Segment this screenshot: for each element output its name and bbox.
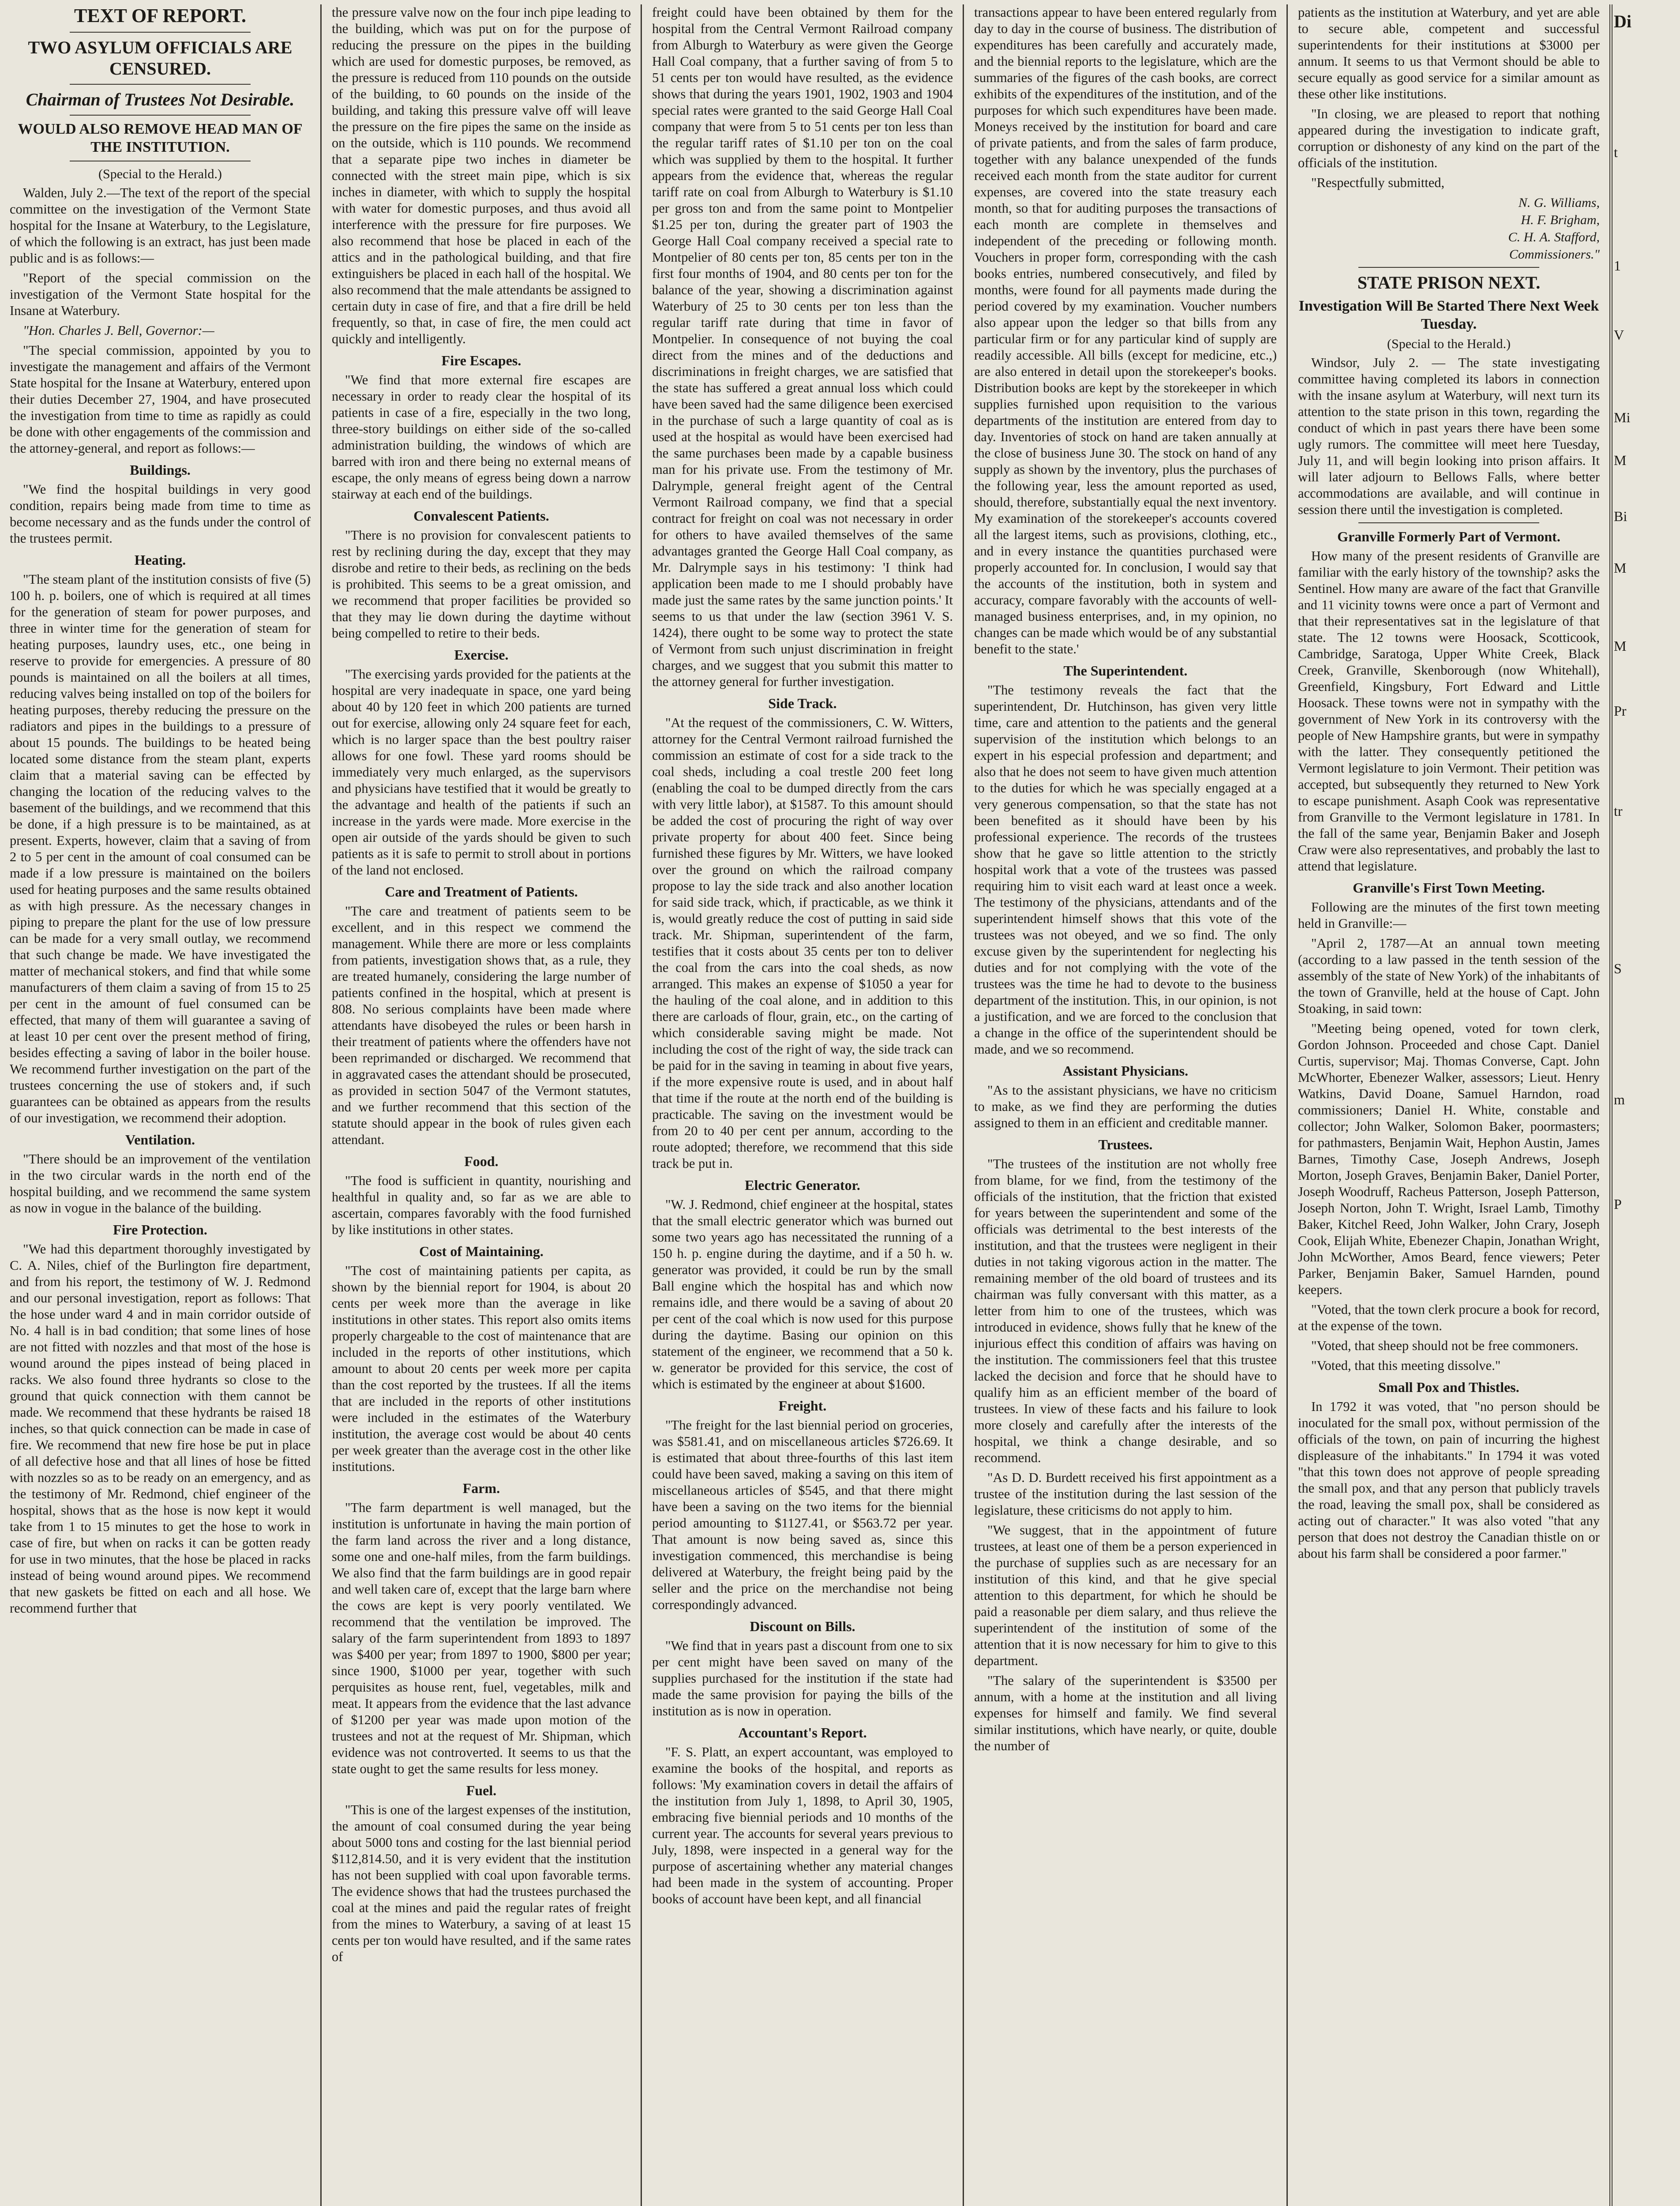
section-heading: Heating. bbox=[134, 552, 186, 568]
section-heading: Granville Formerly Part of Vermont. bbox=[1337, 529, 1560, 544]
paragraph: "In closing, we are pleased to report that nothing appeared during the investigation to indicate graft, corruption or dishonesty of any kind on the part of the officials of the institution. bbox=[1298, 106, 1600, 170]
divider bbox=[70, 84, 250, 85]
section-heading: Assistant Physicians. bbox=[1062, 1063, 1189, 1079]
paragraph: "This is one of the largest expenses of the institution, the amount of coal consumed during the year being about 5000 tons and costing for the last biennial period $112,814.50, and it is very evident that the institution has not been supplied with coal upon favorable terms. The evidence shows that had the trustees purchased the coal at the mines and paid the regular rates of freight from the mines to Waterbury, a saving of at least 15 cents per ton would have resulted, and if the same rates of bbox=[332, 1802, 631, 1964]
section-heading: Discount on Bills. bbox=[750, 1618, 855, 1634]
section-heading: Fire Protection. bbox=[113, 1222, 207, 1238]
paragraph: "At the request of the commissioners, C. W. Witters, attorney for the Central Vermont railroad furnished the commission an estimate of cost for a side track to the coal sheds, including a coal trestle 200 feet long (enabling the coal to be dumped directly from the cars with very little labor), at $1587. To this amount should be added the cost of procuring the right of way over private property for about 400 feet. Since being furnished these figures by Mr. Witters, we have looked over the ground on which the railroad company propose to lay the side track and also another location for said side track, which, if practicable, as we think it is, would greatly reduce the cost of putting in said side track. Mr. Shipman, superintendent of the farm, testifies that it costs about 35 cents per ton to deliver the coal from the cars into the coal sheds, as now arranged. This makes an expense of $1050 a year for the hauling of the coal alone, and in addition to this there are carloads of flour, grain, etc., on the carting of which considerable saving might be made. Not including the cost of the right of way, the side track can be paid for in the saving in teaming in about five years, if the more expensive route is used, and in about half that time if the route at the north end of the building is practicable. The saving on the investment would be from 20 to 40 per cent per annum, according to the route adopted; therefore, we recommend that this side track be put in. bbox=[652, 715, 953, 1171]
paragraph: "The freight for the last biennial period on groceries, was $581.41, and on miscellaneous articles $726.69. It is estimated that about three-fourths of this last item could have been saved, making a saving on this item of miscellaneous articles of $545, and that there might have been a saving on the two items for the biennial period amounting to $1127.41, or $563.72 per year. That amount is now being saved as, since this investigation commenced, this merchandise is being delivered at Waterbury, the freight being paid by the seller and the price on the merchandise not being correspondingly advanced. bbox=[652, 1418, 953, 1612]
paragraph: "Voted, that the town clerk procure a book for record, at the expense of the town. bbox=[1298, 1302, 1600, 1333]
edge-fragment: Mi bbox=[1614, 409, 1631, 425]
section-heading: Fuel. bbox=[466, 1782, 497, 1798]
column-rule bbox=[1609, 4, 1612, 2206]
paragraph: Walden, July 2.—The text of the report of the special committee on the investigation of the Vermont State hospital for the Insane at Waterbury, to the Legislature, of which the following is an extract, has just been made public and is as follows:— bbox=[10, 185, 311, 266]
section-heading: Freight. bbox=[778, 1398, 827, 1414]
paragraph: "The testimony reveals the fact that the superintendent, Dr. Hutchinson, has given very little time, care and attention to the patients and the general supervision of the institution which belongs to an expert in his especial profession and department; and also that he does not seem to have given much attention to the duties for which he was specially engaged at a very generous compensation, so that the state has not been benefited as it should have been by his professional experience. The records of the trustees show that he gave so little attention to the strictly hospital work that a vote of the trustees was passed requiring him to visit each ward at least once a week. The testimony of the physicians, attendants and of the superintendent himself shows that this vote of the trustees was not obeyed, and we so find. The only excuse given by the superintendent for neglecting his duties and for not complying with the vote of the trustees was the time he had to devote to the business department of the institution. This, in our opinion, is not a justification, and we are forced to the conclusion that a change in the office of the superintendent should be made, and we so recommend. bbox=[974, 683, 1277, 1057]
paragraph: "The food is sufficient in quantity, nourishing and healthful in quality and, so far as we are able to ascertain, compares favorably with the food furnished by like institutions in other states. bbox=[332, 1173, 631, 1237]
section-heading: Ventilation. bbox=[125, 1132, 195, 1148]
paragraph: "Voted, that sheep should not be free commoners. bbox=[1311, 1338, 1579, 1353]
paragraph: "We find that more external fire escapes are necessary in order to ready clear the hospital of its patients in case of a fire, especially in the two long, three-story buildings on either side of the so-called administration building, the windows of which are barred with iron and there being no external means of escape, the only means of egress being down a narrow stairway at each end of the buildings. bbox=[332, 372, 631, 502]
signature: H. F. Brigham, bbox=[1521, 213, 1600, 227]
section-heading: Electric Generator. bbox=[745, 1177, 860, 1193]
divider bbox=[70, 32, 250, 33]
signature: Commissioners." bbox=[1509, 247, 1600, 262]
section-heading: Fire Escapes. bbox=[441, 353, 521, 368]
paragraph: "There is no provision for convalescent patients to rest by reclining during the day, except that they may disrobe and retire to their beds, as reclining on the beds is prohibited. This seems to be a great omission, and we recommend that proper facilities be provided so that they may lie down during the daytime without being compelled to retire to their beds. bbox=[332, 528, 631, 641]
edge-fragment: tr bbox=[1614, 803, 1623, 819]
paragraph: "We had this department thoroughly investigated by C. A. Niles, chief of the Burlington fire department, and from his report, the testimony of W. J. Redmond and our personal investigation, report as follows: That the hose under ward 4 and in main corridor outside of No. 4 hall is in bad condition; that some lines of hose are not fitted with nozzles and that most of the hose is wound around the pipes instead of being placed in racks. We also found three hydrants so close to the ground that quick connection with them cannot be made. We recommend that these hydrants be raised 18 inches, so that quick connection can be made in case of fire. We recommend that new fire hose be put in place of all defective hose and that all lines of hose be fitted with nozzles so as to be ready on an emergency, and as the testimony of Mr. Redmond, chief engineer of the hospital, shows that as the hose is now kept it would take from 1 to 15 minutes to get the hose to work in case of fire, but when on racks it can be gotten ready for use in two minutes, that the hose be placed in racks instead of being wound around pipes. We recommend that new gaskets be fitted on each and all hose. We recommend further that bbox=[10, 1242, 311, 1616]
section-heading: Care and Treatment of Patients. bbox=[385, 884, 578, 900]
divider bbox=[1358, 267, 1539, 268]
paragraph: In 1792 it was voted, that "no person should be inoculated for the small pox, without permission of the officials of the town, on pain of incurring the highest displeasure of the inhabitants." In 1794 it was voted "that this town does not approve of people spreading the small pox, and that any person that publicly travels the road, leaving the small pox, shall be considered as acting out of character." It was also voted "that any person that does not destroy the Canadian thistle on or about his farm shall be considered a poor farmer." bbox=[1298, 1399, 1600, 1561]
paragraph: "We find that in years past a discount from one to six per cent might have been saved on many of the supplies purchased for the institution if the state had made the same provision for paying the bills of the institution as is now in operation. bbox=[652, 1638, 953, 1718]
paragraph: "Respectfully submitted, bbox=[1311, 175, 1445, 190]
edge-fragment: m bbox=[1614, 1092, 1625, 1107]
report-headline: TWO ASYLUM OFFICIALS ARE CENSURED. bbox=[28, 38, 292, 79]
section-heading: The Superintendent. bbox=[1063, 663, 1188, 679]
paragraph: "Hon. Charles J. Bell, Governor:— bbox=[23, 323, 214, 338]
paragraph: "The care and treatment of patients seem to be excellent, and in this respect we commend the management. While there are more or less complaints from patients, investigation shows that, as a rule, they are treated humanely, considering the large number of patients confined in the hospital, which at present is 808. No serious complaints have been made where attendants have disobeyed the rules or been harsh in their treatment of patients where the offenders have not been reprimanded or discharged. We recommend that in aggravated cases the attendant should be prosecuted, as provided in section 5047 of the Vermont statutes, and we further recommend that this section of the statute should appear in the book of rules given each attendant. bbox=[332, 904, 631, 1147]
paragraph: How many of the present residents of Granville are familiar with the early history of the township? asks the Sentinel. How many are aware of the fact that Granville and 11 vicinity towns were once a part of Vermont and that their representatives sat in the legislature of that state. The 12 towns were Hoosack, Scotticook, Cambridge, Saratoga, Upper White Creek, Black Creek, Granville, Skenborough (now Whitehall), Greenfield, Kingsbury, Fort Edward and Little Hoosack. These towns were not in sympathy with the government of New York in its controversy with the people of New Hampshire grants, but were in sympathy with the latter. They consequently petitioned the Vermont legislature to join Vermont. Their petition was accepted, but subsequently they returned to New York to escape punishment. Asaph Cook was representative from Granville to the Vermont legislature in 1781. In the fall of the same year, Benjamin Baker and Joseph Craw were also representatives, and probably the last to attend that legislature. bbox=[1298, 548, 1600, 874]
edge-fragment: 1 bbox=[1614, 258, 1621, 274]
paragraph: "The steam plant of the institution consists of five (5) 100 h. p. boilers, one of which is required at all times for the generation of steam for power purposes, and three in winter time for the generation of steam for heating purposes, laundry uses, etc., one being in reserve to provide for emergencies. A pressure of 80 pounds is maintained on all the boilers at all times, reducing valves being installed on top of the boilers for heating purposes, thereby reducing the pressure on the radiators and pipes in the buildings to a pressure of about 15 pounds. The buildings to be heated being located some distance from the steam plant, experts claim that a material saving can be effected by changing the location of the reducing valves to the basement of the buildings, and we recommend that this be done, if a high pressure is to be maintained, as at present. Experts, however, claim that a saving of from 2 to 5 per cent in the amount of coal consumed can be made if a low pressure is maintained on the boilers used for heating purposes and the same results obtained as with high pressure. As the necessary changes in piping to prepare the plant for the use of low pressure can be made for a very small outlay, we recommend that such change be made. We have investigated the matter of mechanical stokers, and find that while some manufacturers of them claim a saving of from 15 to 25 per cent in the amount of fuel consumed can be effected, that many of them will guarantee a saving of at least 10 per cent over the present method of firing, besides effecting a saving of labor in the boiler house. We recommend further investigation on the part of the trustees concerning the use of stokers and, if such guarantees can be obtained as appears from the results of our investigation, we recommend their adoption. bbox=[10, 572, 311, 1126]
column-1 bbox=[0, 4, 320, 2206]
paragraph: Following are the minutes of the first town meeting held in Granville:— bbox=[1298, 900, 1600, 931]
paragraph: "April 2, 1787—At an annual town meeting (according to a law passed in the tenth session of the assembly of the state of New York) of the inhabitants of the town of Granville, held at the house of Capt. John Stoaking, in said town: bbox=[1298, 936, 1600, 1016]
paragraph: transactions appear to have been entered regularly from day to day in the course of business. The distribution of expenditures has been carefully and accurately made, and the biennial reports to the legislature, which are the summaries of the figures of the cash books, are correct exhibits of the expenditures of the institution, and of the purposes for which such expenditures have been made. Moneys received by the institution for board and care of private patients, and from the sales of farm produce, together with any balance unexpended of the funds received each month from the state auditor for current expenses, are covered into the state treasury each month, so that for auditing purposes the transactions of each month are complete in themselves and independent of the preceding or following month. Vouchers in proper form, corresponding with the cash books entries, numbered consecutively, and filed by months, were found for all payments made during the period covered by my examination. Voucher numbers also appear upon the ledger so that bills from any particular firm or for any particular kind of supply are readily accessible. All bills (except for medicine, etc.,) are also entered in detail upon the storekeeper's books. Distribution books are kept by the storekeeper in which supplies furnished upon requisition to the various departments of the institution are entered from day to day. Inventories of stock on hand are taken annually at the close of business June 30. The stock on hand of any supply as shown by the inventory, plus the purchases of the following year, less the amount reported as used, should, therefore, substantially equal the next inventory. My examination of the storekeeper's accounts covered all the largest items, such as provisions, clothing, etc., and in every instance the quantities purchased were properly accounted for. In conclusion, I would say that the accounts of the institution, both in system and accuracy, compare favorably with the accounts of well-managed business enterprises, and, in my opinion, no changes can be made which would be of any substantial benefit to the state.' bbox=[974, 5, 1277, 657]
edge-fragment: S bbox=[1614, 960, 1622, 976]
column-rule bbox=[641, 4, 642, 2206]
section-heading: Small Pox and Thistles. bbox=[1378, 1379, 1519, 1395]
paragraph: Windsor, July 2. — The state investigating committee having completed its labors in connection with the insane asylum at Waterbury, will next turn its attention to the state prison in this town, regarding the conduct of which in past years there have been some ugly rumors. The committee will meet here Tuesday, July 11, and will begin looking into prison affairs. It will later adjourn to Bellows Falls, where better accommodations are available, and will continue in session there until the investigation is completed. bbox=[1298, 355, 1600, 517]
section-heading: Food. bbox=[464, 1153, 499, 1169]
special-to-herald: (Special to the Herald.) bbox=[98, 167, 222, 181]
paragraph: patients as the institution at Waterbury, and yet are able to secure able, competent and successful superintendents for their institutions at $3000 per annum. It seems to us that Vermont should be able to secure equally as good service for a similar amount as these other like institutions. bbox=[1298, 5, 1600, 101]
edge-fragment: V bbox=[1614, 327, 1624, 343]
paragraph: "The salary of the superintendent is $3500 per annum, with a home at the institution and all living expenses for himself and family. We find several similar institutions, which have nearly, or quite, double the number of bbox=[974, 1673, 1277, 1753]
paragraph: "The trustees of the institution are not wholly free from blame, for we find, from the testimony of the officials of the institution, that the friction that existed for years between the superintendent and some of the officials was detrimental to the best interests of the institution, and that the trustees were negligent in their duties in not taking vigorous action in the matter. The remaining member of the old board of trustees and its chairman was fully conversant with this matter, as a letter from him to one of the trustees, which was introduced in evidence, shows fully that he knew of the injurious effect this condition of affairs was having on the institution. The commissioners feel that this trustee lacked the decision and force that he should have to qualify him as an efficient member of the board of trustees. In view of these facts and his failure to look more closely and carefully after the interests of the hospital, we think a change desirable, and so recommend. bbox=[974, 1156, 1277, 1465]
paragraph: "As to the assistant physicians, we have no criticism to make, as we find they are performing the duties assigned to them in an efficient and creditable manner. bbox=[974, 1083, 1277, 1130]
paragraph: "W. J. Redmond, chief engineer at the hospital, states that the small electric generator which was burned out some two years ago has necessitated the running of a 150 h. p. engine during the daytime, and if a 50 h. w. generator was provided, it could be run by the small Ball engine which the hospital has and which now remains idle, and there would be a saving of about 20 per cent of the coal which is now used for this purpose during the daytime. Basing our opinion on this statement of the engineer, we recommend that a 50 k. w. generator be provided for this service, the cost of which is estimated by the engineer at about $1600. bbox=[652, 1197, 953, 1392]
paragraph: "Report of the special commission on the investigation of the Vermont State hospital for the Insane at Waterbury. bbox=[10, 270, 311, 318]
divider bbox=[70, 115, 250, 116]
paragraph: "The cost of maintaining patients per capita, as shown by the biennial report for 1904, is about 20 cents per week more than the average in like institutions in other states. This report also omits items properly chargeable to the cost of maintenance that are included in the reports of other institutions, which amount to about 20 cents per week more per capita than the cost reported by the trustees. If all the items that are included in the reports of other institutions were included in the estimates of the Waterbury institution, the average cost would be about 40 cents per week greater than the average cost in the other like institutions. bbox=[332, 1263, 631, 1474]
section-heading: Granville's First Town Meeting. bbox=[1353, 880, 1545, 896]
divider bbox=[1358, 522, 1539, 523]
column-5 bbox=[1288, 4, 1609, 2206]
edge-fragment: P bbox=[1614, 1196, 1622, 1212]
column-rule bbox=[320, 4, 322, 2206]
paragraph: "We suggest, that in the appointment of future trustees, at least one of them be a person experienced in the purchase of supplies such as are necessary for an institution of this kind, and that he give special attention to this department, for which he should be paid a reasonable per diem salary, and thus relieve the superintendent of the institution of some of the attention that it is now necessary for him to give to this department. bbox=[974, 1523, 1277, 1668]
column-rule bbox=[963, 4, 964, 2206]
section-heading: Accountant's Report. bbox=[738, 1725, 867, 1741]
edge-fragment: M bbox=[1614, 560, 1627, 576]
edge-fragment: M bbox=[1614, 452, 1627, 468]
section-heading: Convalescent Patients. bbox=[413, 508, 549, 524]
paragraph: "F. S. Platt, an expert accountant, was employed to examine the books of the hospital, and reports as follows: 'My examination covers in detail the affairs of the institution from July 1, 1898, to April 30, 1905, embracing five biennial periods and 10 months of the current year. The accounts for several years previous to July, 1898, were inspected in a general way for the purpose of ascertaining whether any material changes had been made in the system of accounting. Proper books of account have been kept, and all financial bbox=[652, 1745, 953, 1906]
paragraph: "As D. D. Burdett received his first appointment as a trustee of the institution during the last session of the legislature, these criticisms do not apply to him. bbox=[974, 1470, 1277, 1518]
column-3 bbox=[642, 4, 963, 2206]
paragraph: "We find the hospital buildings in very good condition, repairs being made from time to time as become necessary and as the funds under the control of the trustees permit. bbox=[10, 482, 311, 546]
report-deck: WOULD ALSO REMOVE HEAD MAN OF THE INSTITUTION. bbox=[18, 121, 303, 155]
column-4 bbox=[964, 4, 1286, 2206]
column-rule bbox=[1286, 4, 1288, 2206]
column-2 bbox=[322, 4, 641, 2206]
report-subhead: Chairman of Trustees Not Desirable. bbox=[26, 90, 295, 109]
special-to-herald: (Special to the Herald.) bbox=[1387, 337, 1511, 351]
adjacent-page-edge bbox=[1614, 4, 1680, 2206]
prison-headline: Investigation Will Be Started There Next Week Tuesday. bbox=[1298, 298, 1599, 332]
signature: C. H. A. Stafford, bbox=[1508, 230, 1600, 244]
paragraph: "Meeting being opened, voted for town clerk, Gordon Johnson. Proceeded and chose Capt. Daniel Curtis, supervisor; Maj. Thomas Converse, Capt. John McWhorter, Ebenezer Walker, assessors; Lieut. Henry Watkins, David Doane, Samuel Harndon, road commissioners; Daniel H. White, constable and collector; John Walker, Solomon Baker, poormasters; for pathmasters, Benjamin Wait, Hephon Austin, James Barnes, Timothy Case, Joseph Andrews, Joseph Morton, Joseph Graves, Benjamin Baker, Daniel Porter, Joseph Woodruff, Racheus Patterson, Joseph Patterson, Joseph Norton, John T. Wright, Israel Lamb, Timothy Baker, Kitchel Reed, John Walker, John Crary, Joseph Cook, Elijah White, Ebenezer Chapin, Jonathan Wright, John McWorther, Amos Beard, fence viewers; Peter Parker, Benjamin Baker, Samuel Harnden, pound keepers. bbox=[1298, 1021, 1600, 1297]
paragraph: "The exercising yards provided for the patients at the hospital are very inadequate in space, one yard being about 40 by 120 feet in which 200 patients are turned out for exercise, allowing only 24 square feet for each, which is no larger space than the best poultry raiser allows for one fowl. These yard rooms should be immediately very much enlarged, as the supervisors and physicians have testified that it would be greatly to the advantage and health of the patients if such an increase in the yards were made. More exercise in the open air outside of the yards should be given to such patients as it is safe to permit to stroll about in portions of the land not enclosed. bbox=[332, 667, 631, 878]
section-heading: Farm. bbox=[462, 1480, 500, 1496]
section-heading: Trustees. bbox=[1098, 1137, 1153, 1152]
paragraph: the pressure valve now on the four inch pipe leading to the building, which was put on for the purpose of reducing the pressure on the pipes in the building which are used for domestic purposes, be removed, as the pressure is reduced from 110 pounds on the outside of the building, to 60 pounds on the inside of the building, and taking this pressure valve off will leave the pressure on the fire pipes the same on the inside as on the outside, which is 110 pounds. We recommend that a separate pipe two inches in diameter be connected with the street main pipe, which is six inches in diameter, with which to supply the hospital with water for domestic purposes, and thus avoid all interference with the pressure for fire purposes. We also recommend that hose be placed in each of the attics and in the pathological building, and that fire extinguishers be placed in each hall of the hospital. We also recommend that the male attendants be assigned to certain duty in case of fire, and that a fire drill be held frequently, so that, in case of fire, the men could act quickly and intelligently. bbox=[332, 5, 631, 346]
paragraph: "Voted, that this meeting dissolve." bbox=[1311, 1358, 1501, 1373]
prison-title: STATE PRISON NEXT. bbox=[1357, 273, 1541, 293]
edge-fragment: Di bbox=[1614, 11, 1631, 31]
paragraph: "The special commission, appointed by you to investigate the management and affairs of the Vermont State hospital for the Insane at Waterbury, entered upon their duties December 27, 1904, and have prosecuted the investigation from time to time as rapidly as could be done with other engagements of the commission and the attorney-general, and report as follows:— bbox=[10, 343, 311, 456]
edge-fragment: Bi bbox=[1614, 508, 1628, 524]
section-heading: Side Track. bbox=[768, 695, 837, 711]
edge-fragment: M bbox=[1614, 638, 1627, 654]
paragraph: "There should be an improvement of the ventilation in the two circular wards in the north end of the hospital building, and we recommend the same system as now in vogue in the balance of the building. bbox=[10, 1152, 311, 1216]
paragraph: freight could have been obtained by them for the hospital from the Central Vermont Railroad company from Alburgh to Waterbury as were given the George Hall Coal company, that a further saving of from 5 to 51 cents per ton would have resulted, as the evidence shows that during the years 1901, 1902, 1903 and 1904 special rates were granted to the said George Hall Coal company that were from 5 to 51 cents per ton less than the regular tariff rates of $1.10 per ton on the coal which was supplied by them to the hospital. It further appears from the evidence that, whereas the regular tariff rate on coal from Alburgh to Waterbury is $1.10 per gross ton and from the same point to Montpelier $1.25 per ton, during the greater part of 1903 the George Hall Coal company received a special rate to Montpelier of 80 cents per ton, 85 cents per ton in the first four months of 1904, and 80 cents per ton for the balance of the year, showing a discrimination against Waterbury of 25 to 30 cents per ton less than the regular tariff rate during that time in favor of Montpelier. In consequence of not buying the coal direct from the mines and of the deductions and discriminations in freight charges, we are satisfied that the state has suffered a great annual loss which could have been saved had the same diligence been exercised in the purchase of such a large quantity of coal as is used at the hospital as would have been exercised had the same purchases been made by a capable business man for his private use. From the testimony of Mr. Dalrymple, general freight agent of the Central Vermont Railroad company, we find that a special contract for freight on coal was not necessary in order for others to have availed themselves of the same advantages granted the George Hall Coal company, as Mr. Dalrymple says in his testimony: 'I think had application been made to me I should probably have made just the same rates by the same junction points.' It seems to us that under the law (section 3961 V. S. 1424), there ought to be some way to protect the state of Vermont from such unjust discrimination in freight charges, and we suggest that you submit this matter to the attorney general for further investigation. bbox=[652, 5, 953, 689]
section-heading: Buildings. bbox=[130, 462, 191, 478]
paragraph: "The farm department is well managed, but the institution is unfortunate in having the main portion of the farm land across the river and a long distance, some one and one-half miles, from the farm buildings. We also find that the farm buildings are in good repair and well taken care of, except that the large barn where the cows are kept is very poorly ventilated. We recommend that the ventilation be improved. The salary of the farm superintendent from 1893 to 1897 was $400 per year; from 1897 to 1900, $800 per year; since 1900, $1000 per year, together with such perquisites as house rent, fuel, vegetables, milk and meat. It appears from the evidence that the last advance of $1200 per year was made upon motion of the trustees and not at the request of Mr. Shipman, which evidence was not controverted. It seems to us that the state ought to get the same results for less money. bbox=[332, 1500, 631, 1776]
edge-fragment: t bbox=[1614, 144, 1618, 160]
section-heading: Cost of Maintaining. bbox=[419, 1243, 544, 1259]
edge-fragment: Pr bbox=[1614, 703, 1627, 719]
section-heading: Exercise. bbox=[454, 647, 509, 663]
signature: N. G. Williams, bbox=[1518, 195, 1600, 210]
report-title: TEXT OF REPORT. bbox=[74, 5, 247, 26]
